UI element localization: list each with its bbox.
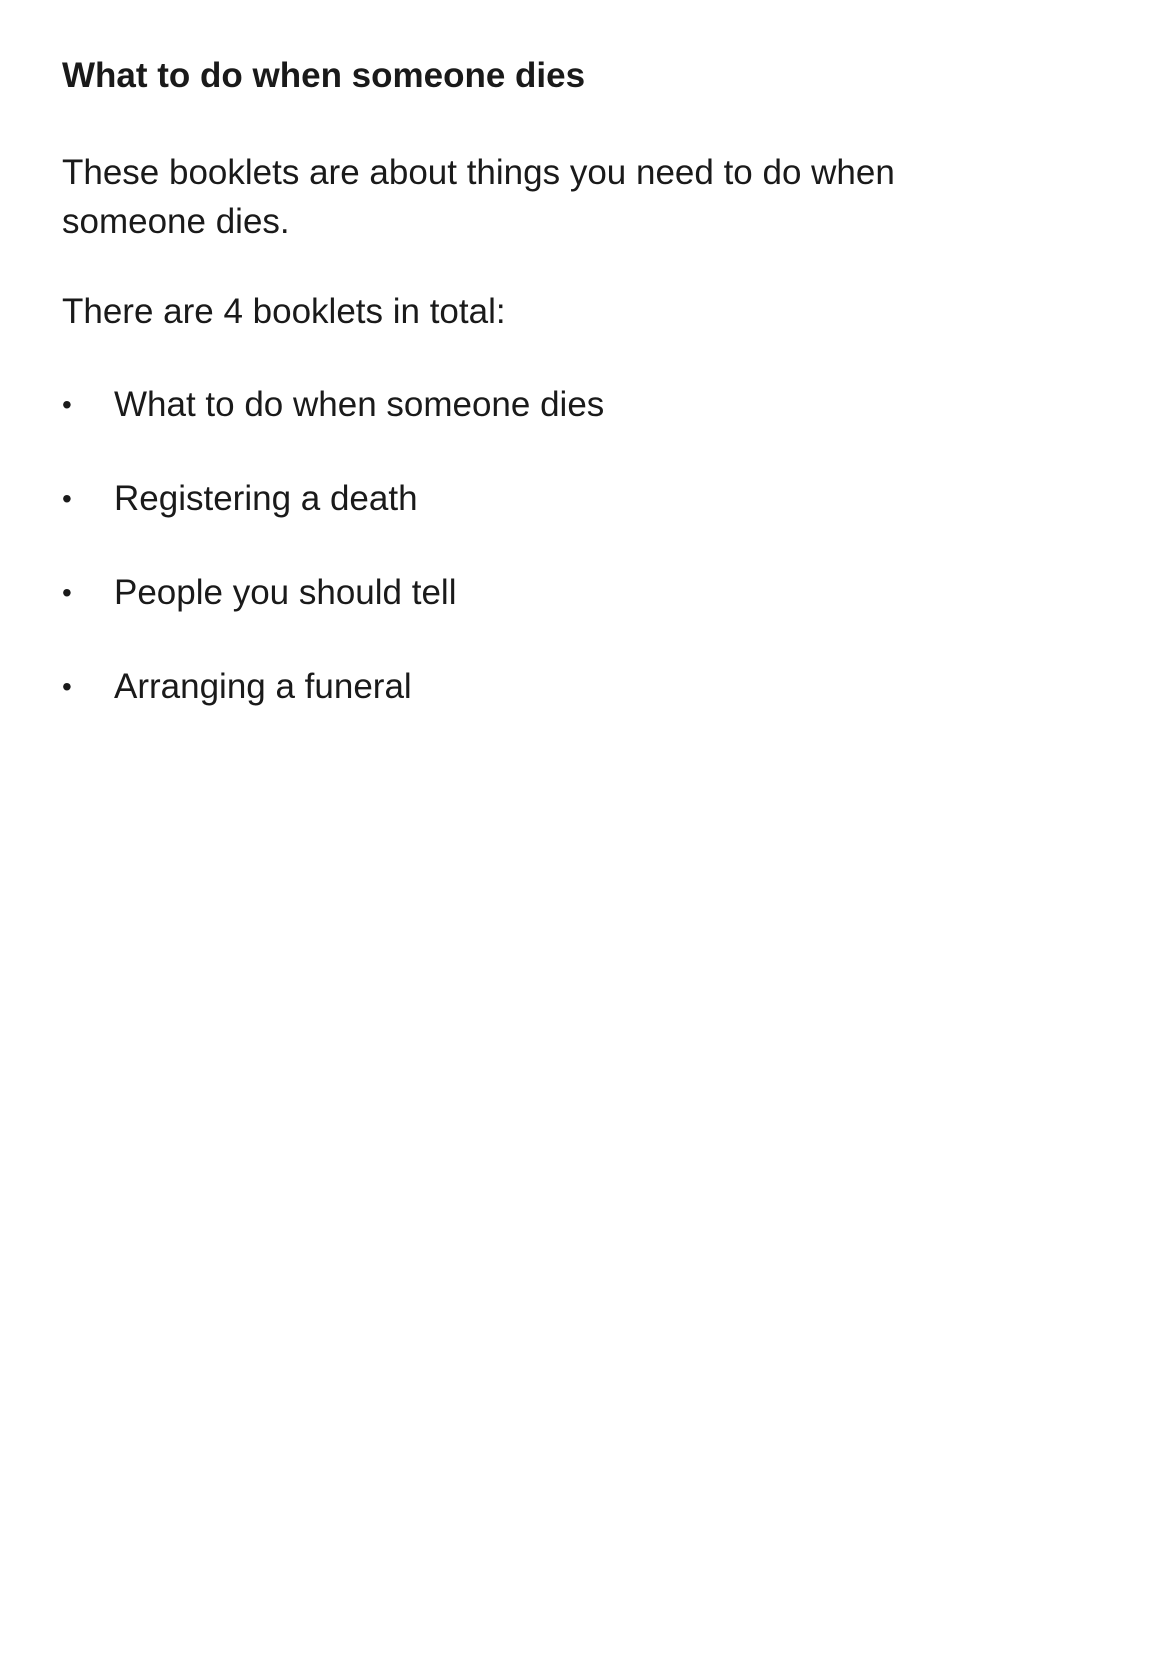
bullet-icon: • bbox=[62, 577, 72, 608]
booklet-label: Registering a death bbox=[114, 479, 418, 518]
booklet-label: Arranging a funeral bbox=[114, 667, 412, 706]
booklet-label: What to do when someone dies bbox=[114, 385, 605, 424]
intro-paragraph: These booklets are about things you need to do when someone dies. bbox=[62, 153, 895, 241]
booklet-count-text: There are 4 booklets in total: bbox=[62, 292, 506, 331]
page-title: What to do when someone dies bbox=[62, 56, 586, 95]
booklet-label: People you should tell bbox=[114, 573, 457, 612]
bullet-icon: • bbox=[62, 389, 72, 420]
bullet-icon: • bbox=[62, 483, 72, 514]
bullet-icon: • bbox=[62, 671, 72, 702]
